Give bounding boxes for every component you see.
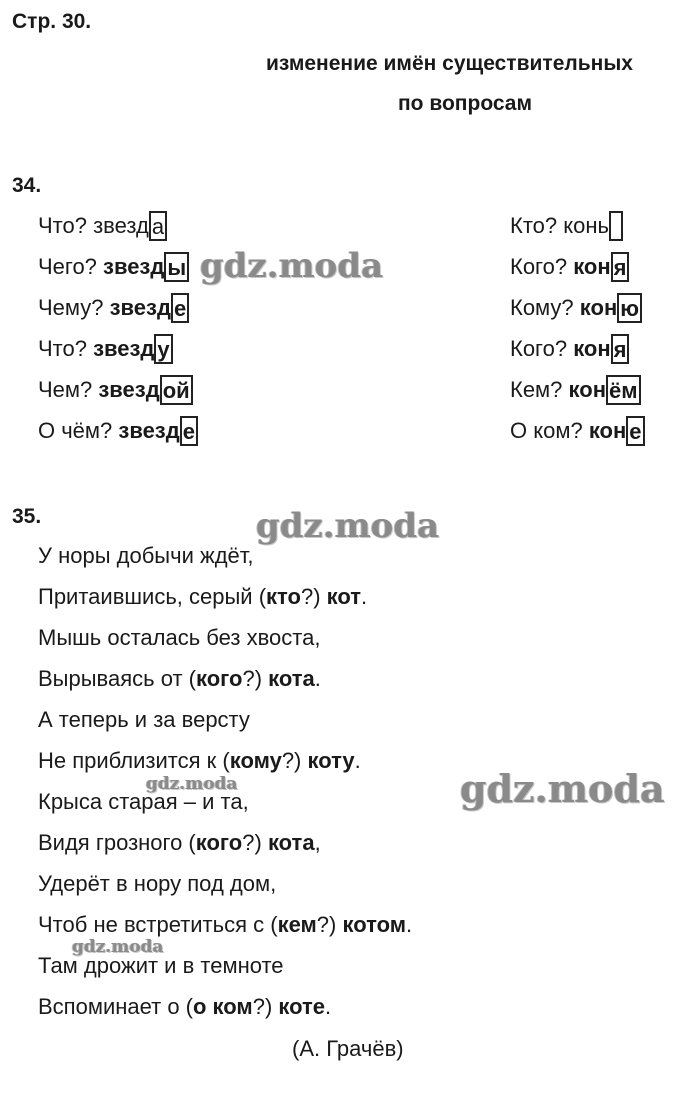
poem-line: [38, 829, 321, 857]
word-stem: кон: [573, 336, 611, 361]
poem-line: [38, 747, 361, 775]
word-stem: звезд: [98, 377, 160, 402]
case-question: О ком?: [510, 418, 589, 443]
word-stem: звезд: [93, 213, 149, 238]
case-question: Чего?: [38, 254, 104, 279]
poem-text: Там дрожит и в темноте: [38, 953, 284, 978]
case-row: [510, 212, 623, 241]
word-stem: звезд: [93, 336, 155, 361]
case-question: Кто?: [510, 213, 564, 238]
ending-box: я: [611, 252, 630, 282]
poem-line: [38, 583, 367, 611]
ending-box: е: [626, 416, 644, 446]
question-word: кого: [195, 666, 243, 691]
question-word: кто: [266, 584, 301, 609]
poem-line: [38, 542, 254, 570]
case-row: [510, 417, 645, 446]
word-stem: конь: [563, 213, 609, 238]
case-question: Чему?: [38, 295, 110, 320]
poem-text: .: [406, 912, 413, 937]
poem-text: Крыса старая – и та,: [38, 789, 249, 814]
answer-word: кот: [326, 584, 362, 609]
page-label: Стр. 30.: [12, 10, 92, 33]
case-row: [38, 294, 189, 323]
question-word: кому: [229, 748, 282, 773]
poem-text: .: [314, 666, 321, 691]
exercise-34-number: 34.: [12, 174, 42, 197]
case-row: [510, 253, 629, 282]
poem-text: .: [325, 994, 332, 1019]
ending-box: [609, 211, 623, 241]
case-row: [510, 294, 642, 323]
poem-text: Вспоминает о (: [38, 994, 193, 1019]
case-row: [38, 376, 193, 405]
poem-text: Притаившись, серый (: [38, 584, 267, 609]
exercise-35-number: 35.: [12, 505, 42, 528]
poem-text: Вырываясь от (: [38, 666, 196, 691]
case-row: [38, 253, 189, 282]
title-line-2: по вопросам: [398, 92, 533, 115]
ending-box: е: [180, 416, 198, 446]
case-question: О чём?: [38, 418, 119, 443]
poem-text: А теперь и за версту: [38, 707, 250, 732]
watermark: gdz.moda: [72, 937, 164, 957]
case-row: [38, 335, 173, 364]
ending-box: а: [149, 211, 167, 241]
answer-word: коте: [278, 994, 326, 1019]
poem-line: [38, 624, 320, 652]
title-line-1: изменение имён существительных: [266, 52, 633, 75]
case-question: Чем?: [38, 377, 99, 402]
watermark: gdz.moda: [460, 766, 665, 811]
word-stem: кон: [588, 418, 627, 443]
word-stem: звезд: [103, 254, 165, 279]
poem-text: ?): [300, 584, 327, 609]
answer-word: кота: [267, 830, 315, 855]
word-stem: звезд: [109, 295, 171, 320]
ending-box: ы: [164, 252, 189, 282]
case-question: Кого?: [510, 336, 574, 361]
watermark: gdz.moda: [256, 506, 440, 546]
poem-text: У норы добычи ждёт,: [38, 543, 254, 568]
ending-box: ю: [617, 293, 642, 323]
case-row: [38, 417, 198, 446]
ending-box: ой: [160, 375, 193, 405]
poem-text: .: [361, 584, 368, 609]
poem-text: ?): [242, 666, 269, 691]
watermark: gdz.moda: [146, 774, 238, 794]
poem-author: (А. Грачёв): [292, 1036, 404, 1061]
case-question: Что?: [38, 336, 94, 361]
poem-text: ?): [242, 830, 268, 855]
poem-text: Чтоб не встретиться с (: [38, 912, 278, 937]
case-row: [510, 335, 629, 364]
ending-box: ём: [606, 375, 641, 405]
answer-word: котом: [342, 912, 407, 937]
word-stem: кон: [579, 295, 618, 320]
answer-word: кота: [268, 666, 315, 691]
watermark: gdz.moda: [200, 246, 384, 286]
poem-text: Удерёт в нору под дом,: [38, 871, 277, 896]
case-question: Кем?: [510, 377, 569, 402]
ending-box: е: [171, 293, 189, 323]
question-word: кого: [195, 830, 243, 855]
poem-line: [38, 665, 321, 693]
answer-word: коту: [307, 748, 355, 773]
poem-line: [38, 993, 331, 1021]
poem-text: ?): [281, 748, 308, 773]
poem-line: [38, 706, 250, 734]
poem-text: ,: [314, 830, 321, 855]
poem-text: .: [354, 748, 361, 773]
case-row: [38, 212, 167, 241]
word-stem: кон: [568, 377, 606, 402]
ending-box: у: [154, 334, 172, 364]
case-question: Кого?: [510, 254, 574, 279]
poem-text: ?): [252, 994, 279, 1019]
case-question: Кому?: [510, 295, 580, 320]
word-stem: звезд: [118, 418, 180, 443]
poem-line: [38, 870, 276, 898]
case-question: Что?: [38, 213, 94, 238]
poem-text: ?): [316, 912, 343, 937]
word-stem: кон: [573, 254, 611, 279]
case-row: [510, 376, 641, 405]
ending-box: я: [611, 334, 630, 364]
question-word: кем: [277, 912, 317, 937]
poem-text: Мышь осталась без хвоста,: [38, 625, 321, 650]
question-word: о ком: [193, 994, 253, 1019]
poem-text: Видя грозного (: [38, 830, 196, 855]
poem-line: [38, 911, 412, 939]
poem-text: Не приблизится к (: [38, 748, 230, 773]
